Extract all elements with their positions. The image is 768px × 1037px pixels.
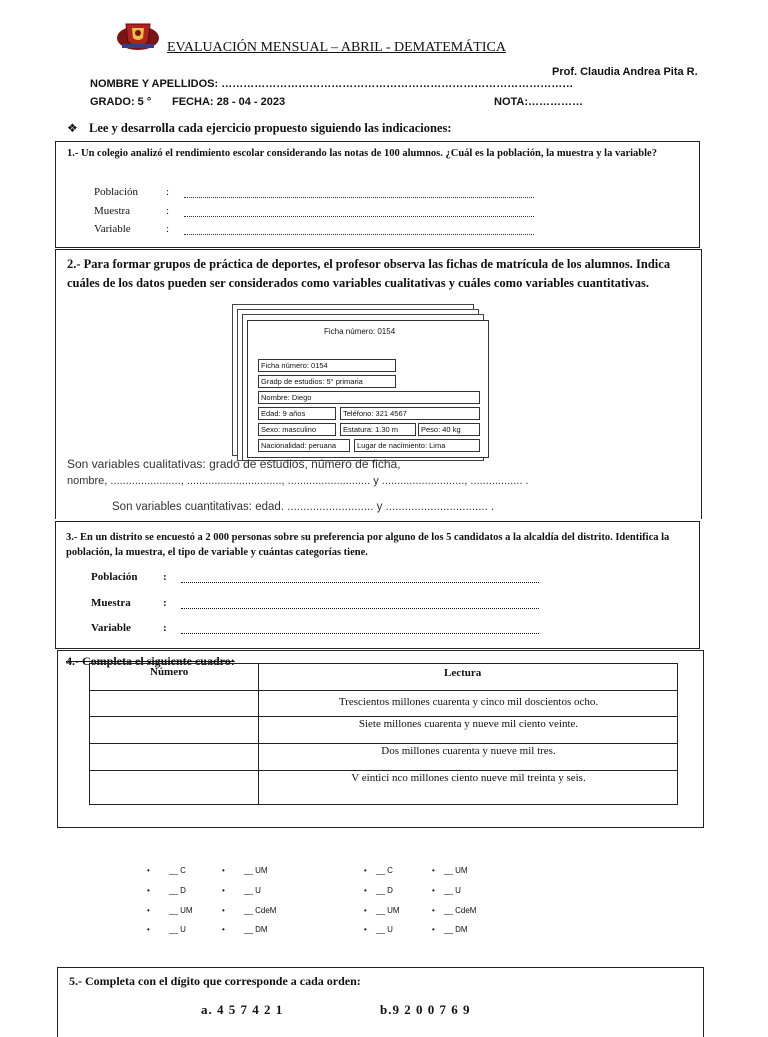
- ficha-nombre-field: Nombre: Diego: [258, 391, 480, 404]
- question-1-box: [55, 141, 700, 248]
- table-header-divider: [90, 690, 677, 691]
- ficha-estatura-field: Estatura: 1.30 m: [340, 423, 416, 436]
- q1-variable-input[interactable]: [184, 234, 534, 235]
- col-header-lectura: Lectura: [444, 667, 482, 679]
- bullet-icon: •: [147, 866, 150, 875]
- bullet-icon: •: [222, 906, 225, 915]
- q5-item-b: b.9 2 0 0 7 6 9: [380, 1002, 471, 1017]
- q3-sample-input[interactable]: [181, 608, 539, 609]
- question-3-box: [55, 521, 700, 649]
- qualitative-line-1[interactable]: Son variables cualitativas: grado de estudios, número de ficha,: [67, 457, 401, 471]
- q3-colon-3: :: [163, 622, 167, 634]
- question-2-box: [55, 249, 702, 519]
- q3-population-label: Población: [91, 571, 138, 583]
- table-row-divider-2: [90, 743, 677, 744]
- q3-population-input[interactable]: [181, 582, 539, 583]
- question-5-text: 5.- Completa con el dígito que corresponde a cada orden:: [69, 974, 361, 988]
- question-2-text: 2.- Para formar grupos de práctica de deportes, el profesor observa las fichas de matrícula de los alumnos. Indica cuáles de los datos pueden ser considerados como variables cualitativas y cuáles como variables cuantitativas.: [67, 257, 671, 290]
- bullet-icon: •: [364, 866, 367, 875]
- col-header-numero: Número: [150, 666, 189, 678]
- table-row-divider-1: [90, 716, 677, 717]
- ficha-telefono-field: Teléfono: 321 4567: [340, 407, 480, 420]
- bullet-icon: •: [222, 886, 225, 895]
- table-row-4-number-input[interactable]: [92, 772, 256, 802]
- table-column-divider: [258, 664, 259, 804]
- q1-colon-3: :: [166, 223, 170, 235]
- place-value-blank[interactable]: __ U: [244, 886, 261, 895]
- bullet-icon: •: [364, 886, 367, 895]
- table-row-2-number-input[interactable]: [92, 718, 256, 741]
- name-field[interactable]: NOMBRE Y APELLIDOS: ……………………………………………………………………………………: [90, 78, 574, 90]
- bullet-icon: •: [222, 925, 225, 934]
- date-label: FECHA: 28 - 04 - 2023: [172, 96, 286, 108]
- ficha-peso-field: Peso: 40 kg: [418, 423, 480, 436]
- reading-table: [89, 663, 678, 805]
- table-row-3-reading: Dos millones cuarenta y nueve mil tres.: [381, 745, 556, 757]
- bullet-icon: •: [432, 925, 435, 934]
- table-row-4-reading: V eintici nco millones ciento nueve mil treinta y seis.: [351, 772, 586, 784]
- bullet-icon: •: [147, 925, 150, 934]
- q1-population-input[interactable]: [184, 197, 534, 198]
- place-value-blank[interactable]: __ CdeM: [444, 906, 477, 915]
- school-logo: [116, 18, 160, 52]
- q3-sample-label: Muestra: [91, 597, 131, 609]
- place-value-blank[interactable]: __ C: [169, 866, 186, 875]
- ficha-lugar-field: Lugar de nacimiento: Lima: [354, 439, 480, 452]
- table-row-divider-3: [90, 770, 677, 771]
- ficha-card-title: Ficha número: 0154: [324, 327, 396, 336]
- bullet-icon: •: [364, 925, 367, 934]
- bullet-icon: •: [222, 866, 225, 875]
- place-value-blank[interactable]: __ UM: [376, 906, 400, 915]
- place-value-blank[interactable]: __ DM: [444, 925, 468, 934]
- q1-colon-1: :: [166, 186, 170, 198]
- place-value-blank[interactable]: __ U: [169, 925, 186, 934]
- bullet-icon: •: [147, 886, 150, 895]
- table-row-3-number-input[interactable]: [92, 745, 256, 768]
- q3-variable-label: Variable: [91, 622, 131, 634]
- q3-variable-input[interactable]: [181, 633, 539, 634]
- q3-colon-2: :: [163, 597, 167, 609]
- q1-variable-label: Variable: [94, 223, 131, 235]
- bullet-icon: •: [432, 886, 435, 895]
- question-5-box: [57, 967, 704, 1037]
- grade-note-field[interactable]: NOTA:……………: [494, 96, 584, 108]
- quantitative-line[interactable]: Son variables cuantitativas: edad. ........................... y ................................ .: [112, 501, 495, 513]
- ficha-edad-field: Edad: 9 años: [258, 407, 336, 420]
- question-3-text: 3.- En un distrito se encuestó a 2 000 personas sobre su preferencia por alguno de los 5 candidatos a la alcaldía del distrito. Identifica la población, la muestra, el tipo de variable y cuántas categorías tiene.: [66, 532, 670, 558]
- q5-item-a: a. 4 5 7 4 2 1: [201, 1002, 284, 1017]
- bullet-icon: •: [432, 906, 435, 915]
- place-value-blank[interactable]: __ C: [376, 866, 393, 875]
- place-value-blank[interactable]: __ UM: [169, 906, 193, 915]
- q1-sample-label: Muestra: [94, 205, 131, 217]
- ficha-sexo-field: Sexo: masculino: [258, 423, 336, 436]
- place-value-blank[interactable]: __ D: [376, 886, 393, 895]
- qualitative-line-2[interactable]: nombre, ......................., ..............................., ........................... y ..........................., ................. .: [67, 475, 529, 487]
- place-value-blank[interactable]: __ UM: [444, 866, 468, 875]
- teacher-name: Prof. Claudia Andrea Pita R.: [552, 66, 698, 78]
- question-1-text: 1.- Un colegio analizó el rendimiento escolar considerando las notas de 100 alumnos. ¿Cuál es la población, la muestra y la variable?: [67, 148, 657, 159]
- place-value-blank[interactable]: __ DM: [244, 925, 268, 934]
- ficha-grado-field: Gradp de estudios: 5° primaria: [258, 375, 396, 388]
- ficha-numero-field: Ficha número: 0154: [258, 359, 396, 372]
- question-4-title: 4.- Completa el siguiente cuadro:: [66, 654, 235, 668]
- q1-colon-2: :: [166, 205, 170, 217]
- instruction-bullet-icon: ❖: [67, 121, 78, 135]
- grade-label: GRADO: 5 °: [90, 96, 152, 108]
- place-value-blank[interactable]: __ U: [444, 886, 461, 895]
- place-value-blank[interactable]: __ UM: [244, 866, 268, 875]
- q3-colon-1: :: [163, 571, 167, 583]
- page-title: EVALUACIÓN MENSUAL – ABRIL - DEMATEMÁTICA: [167, 40, 506, 55]
- place-value-blank[interactable]: __ U: [376, 925, 393, 934]
- bullet-icon: •: [147, 906, 150, 915]
- table-row-1-number-input[interactable]: [92, 692, 256, 714]
- bullet-icon: •: [432, 866, 435, 875]
- place-value-blank[interactable]: __ CdeM: [244, 906, 277, 915]
- ficha-card: [247, 320, 489, 458]
- ficha-nacionalidad-field: Nacionalidad: peruana: [258, 439, 350, 452]
- q1-sample-input[interactable]: [184, 216, 534, 217]
- bullet-icon: •: [364, 906, 367, 915]
- instruction-text: Lee y desarrolla cada ejercicio propuesto siguiendo las indicaciones:: [89, 121, 452, 135]
- q1-population-label: Población: [94, 186, 138, 198]
- table-row-1-reading: Trescientos millones cuarenta y cinco mil doscientos ocho.: [338, 696, 599, 708]
- table-row-2-reading: Siete millones cuarenta y nueve mil ciento veinte.: [358, 718, 579, 730]
- place-value-blank[interactable]: __ D: [169, 886, 186, 895]
